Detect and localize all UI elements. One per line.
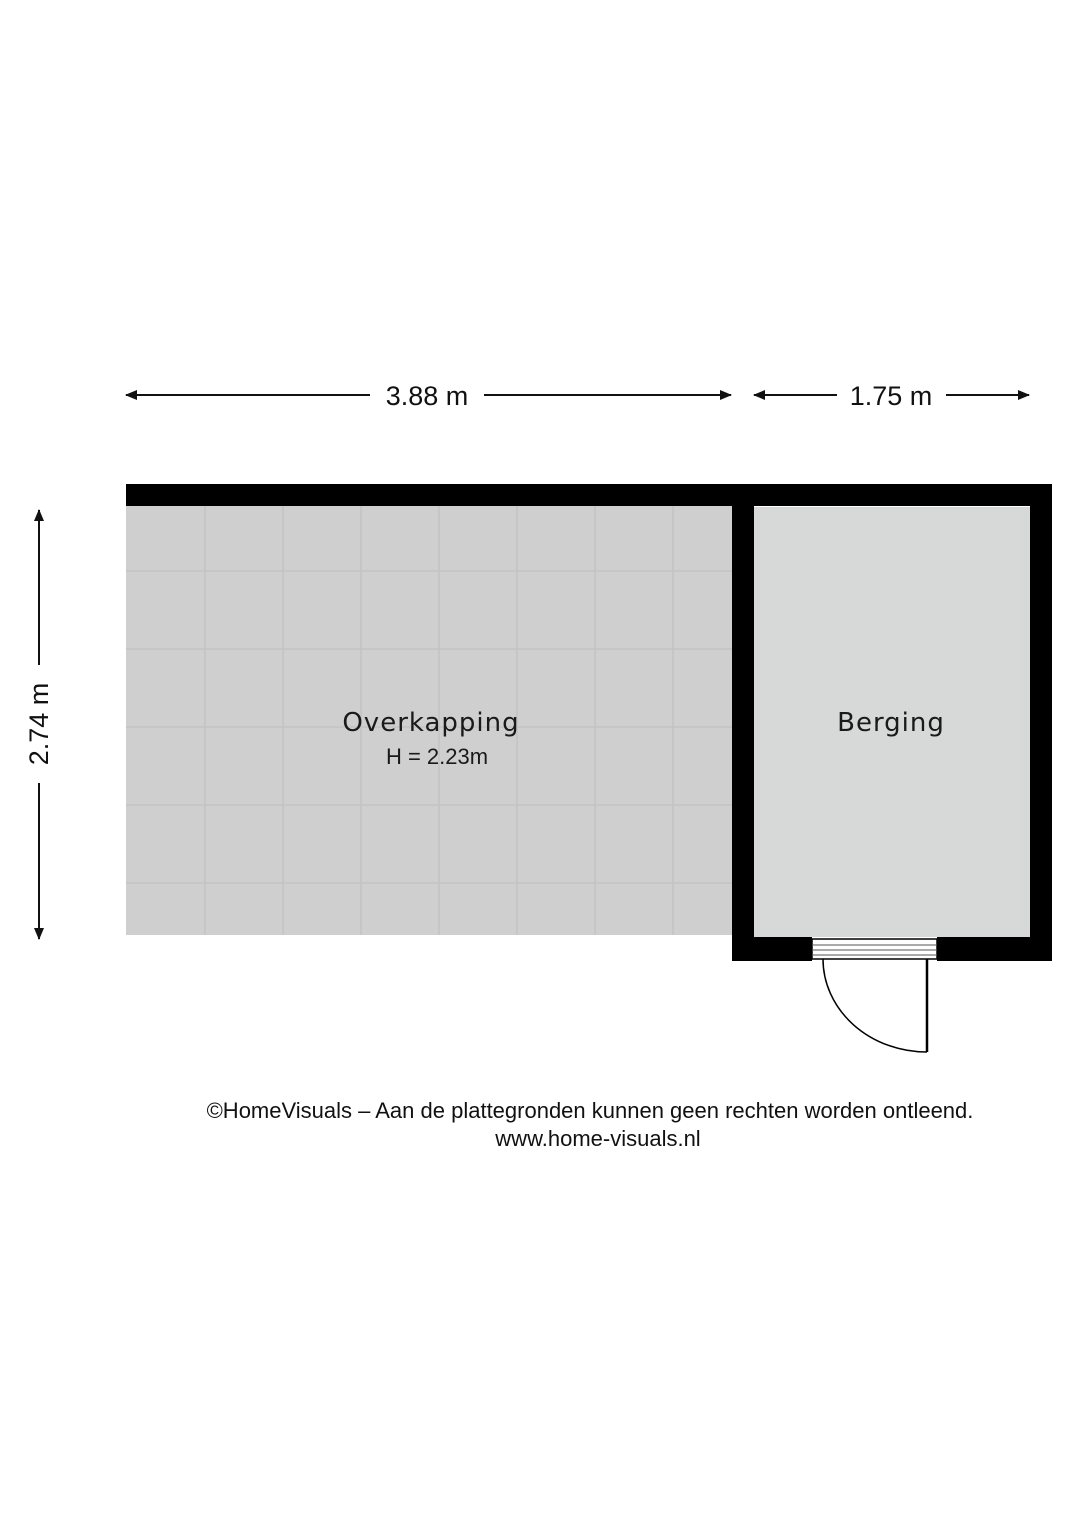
- dimension-label: 2.74 m: [24, 682, 54, 766]
- berging-right-wall: [1030, 484, 1052, 961]
- berging-left-wall: [732, 484, 754, 961]
- dimension-overkapping-width: [126, 381, 731, 411]
- room-name-berging: Berging: [837, 708, 945, 738]
- dimension-label: 1.75 m: [849, 381, 933, 411]
- footer-copyright: ©HomeVisuals – Aan de plattegronden kunnen geen rechten worden ontleend.: [206, 1098, 974, 1123]
- dimension-berging-width: [754, 381, 1029, 411]
- door-icon: [812, 939, 937, 1052]
- footer-url: www.home-visuals.nl: [495, 1126, 701, 1151]
- berging-bottom-wall-right: [937, 937, 1052, 961]
- dimension-depth: [24, 510, 54, 939]
- berging-bottom-wall-left: [732, 937, 812, 961]
- room-name-overkapping: Overkapping: [342, 708, 520, 738]
- top-wall: [126, 484, 1052, 506]
- dimension-label: 3.88 m: [385, 381, 469, 411]
- room-height-overkapping: H = 2.23m: [385, 744, 489, 769]
